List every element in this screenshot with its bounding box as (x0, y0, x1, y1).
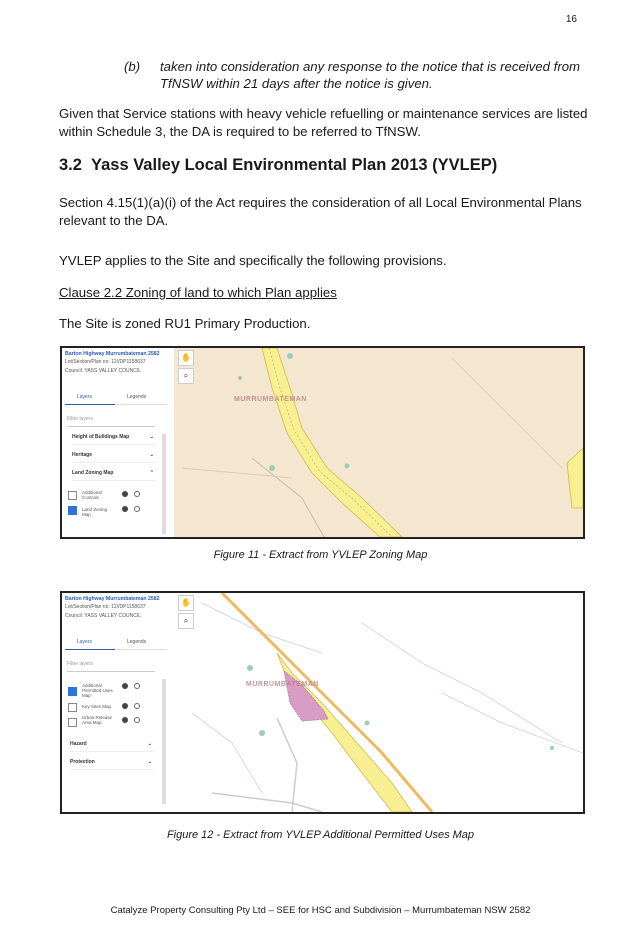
address-title: Barton Highway Murrumbateman 2582 (65, 596, 160, 602)
water-marker (269, 465, 275, 471)
layer-row-hazard[interactable] (70, 741, 154, 752)
paragraph-zoning: The Site is zoned RU1 Primary Production. (59, 316, 311, 331)
address-title: Barton Highway Murrumbateman 2582 (65, 351, 160, 357)
checkbox-label: Urban Release Area Map (82, 715, 113, 725)
search-icon[interactable]: ⌕ (178, 368, 194, 384)
active-tab-indicator (65, 649, 115, 650)
filter-layers-input[interactable]: Filter layers (67, 661, 155, 672)
layer-row-protection[interactable] (70, 759, 154, 770)
pan-tool-icon[interactable]: ✋ (178, 350, 194, 366)
section-title: Yass Valley Local Environmental Plan 2013 (YVLEP) (91, 156, 498, 174)
additional-uses-map-figure (60, 591, 585, 814)
tab-layers[interactable]: Layers (77, 639, 93, 645)
water-marker (550, 746, 554, 750)
info-icon[interactable] (122, 506, 128, 512)
lot-label: Lot/Section/Plan no: (65, 359, 110, 365)
town-label: MURRUMBATEMAN (246, 681, 319, 688)
page-footer: Catalyze Property Consulting Pty Ltd – SEE for HSC and Subdivision – Murrumbateman NSW 2582 (110, 905, 531, 916)
layer-row-land-zoning[interactable] (72, 470, 156, 481)
layer-row-label: Land Zoning Map (72, 470, 114, 476)
layer-panel (62, 348, 174, 537)
opacity-icon[interactable] (134, 703, 140, 709)
checkbox-label: Land Zoning Map (82, 507, 108, 517)
paragraph-referral: Given that Service stations with heavy vehicle refuelling or maintenance services are listed within Schedule 3, the DA is required to be referred to TfNSW. (59, 106, 588, 139)
zoning-area (174, 348, 583, 537)
section-number: 3.2 (59, 156, 82, 174)
water-marker (287, 353, 293, 359)
checkbox-additional-controls[interactable] (68, 491, 77, 500)
panel-scrollbar[interactable] (162, 679, 166, 804)
water-marker (238, 376, 242, 380)
list-item-label: (b) (124, 59, 141, 74)
checkbox-label: Additional Permitted Uses Map (82, 683, 113, 698)
lot-label: Lot/Section/Plan no: (65, 604, 110, 610)
chevron-down-icon: ⌄ (149, 434, 154, 440)
lot-value: 12//DP1158637 (111, 604, 146, 610)
info-icon[interactable] (122, 717, 128, 723)
council-info: Council: YASS VALLEY COUNCIL (65, 368, 142, 374)
water-marker (247, 665, 253, 671)
lot-info (65, 359, 146, 365)
checkbox-urban-release[interactable] (68, 718, 77, 727)
figure-caption-11: Figure 11 - Extract from YVLEP Zoning Map (213, 549, 428, 561)
lot-value: 12//DP1158637 (111, 359, 146, 365)
zoning-map-figure (60, 346, 585, 539)
figure-caption-12: Figure 12 - Extract from YVLEP Additional Permitted Uses Map (166, 829, 475, 841)
tab-layers[interactable]: Layers (77, 394, 93, 400)
checkbox-additional-permitted-uses[interactable] (68, 687, 77, 696)
layer-row-label: Height of Buildings Map (72, 434, 130, 440)
town-label: MURRUMBATEMAN (234, 396, 307, 403)
layer-row-label: Protection (70, 759, 95, 765)
checkbox-key-sites[interactable] (68, 703, 77, 712)
water-marker (365, 721, 370, 726)
water-marker (345, 464, 350, 469)
opacity-icon[interactable] (134, 717, 140, 723)
panel-tabs (65, 637, 167, 650)
layer-row-label: Hazard (70, 741, 87, 747)
chevron-up-icon: ⌃ (149, 470, 154, 476)
paragraph-section-4-15: Section 4.15(1)(a)(i) of the Act requires the consideration of all Local Environmental Plans relevant to the DA. (59, 195, 582, 228)
section-heading (59, 156, 497, 175)
tab-legends[interactable]: Legends (127, 394, 147, 400)
opacity-icon[interactable] (134, 491, 140, 497)
info-icon[interactable] (122, 683, 128, 689)
info-icon[interactable] (122, 703, 128, 709)
filter-layers-input[interactable]: Filter layers (67, 416, 155, 427)
list-item-b (124, 58, 584, 92)
opacity-icon[interactable] (134, 683, 140, 689)
panel-tabs (65, 392, 167, 405)
tab-legends[interactable]: Legends (127, 639, 147, 645)
layer-row-label: Heritage (72, 452, 93, 458)
layer-row-heritage[interactable] (72, 452, 156, 463)
layer-panel (62, 593, 174, 812)
pan-tool-icon[interactable]: ✋ (178, 595, 194, 611)
checkbox-label: Additional Controls (82, 490, 102, 500)
council-info: Council: YASS VALLEY COUNCIL (65, 613, 142, 619)
chevron-down-icon: ⌄ (147, 759, 152, 765)
chevron-down-icon: ⌄ (149, 452, 154, 458)
paragraph-yvlep-applies: YVLEP applies to the Site and specifically the following provisions. (59, 253, 447, 268)
checkbox-label: Key Sites Map (82, 704, 112, 709)
search-icon[interactable]: ⌕ (178, 613, 194, 629)
page-number: 16 (565, 14, 577, 25)
water-marker (259, 730, 265, 736)
opacity-icon[interactable] (134, 506, 140, 512)
layer-row-height[interactable] (72, 434, 156, 445)
panel-scrollbar[interactable] (162, 434, 166, 534)
clause-heading: Clause 2.2 Zoning of land to which Plan applies (59, 285, 337, 300)
active-tab-indicator (65, 404, 115, 405)
lot-info (65, 604, 146, 610)
list-item-text: taken into consideration any response to the notice that is received from TfNSW within 21 days after the notice is given. (160, 59, 581, 91)
checkbox-land-zoning[interactable] (68, 506, 77, 515)
info-icon[interactable] (122, 491, 128, 497)
chevron-down-icon: ⌄ (147, 741, 152, 747)
